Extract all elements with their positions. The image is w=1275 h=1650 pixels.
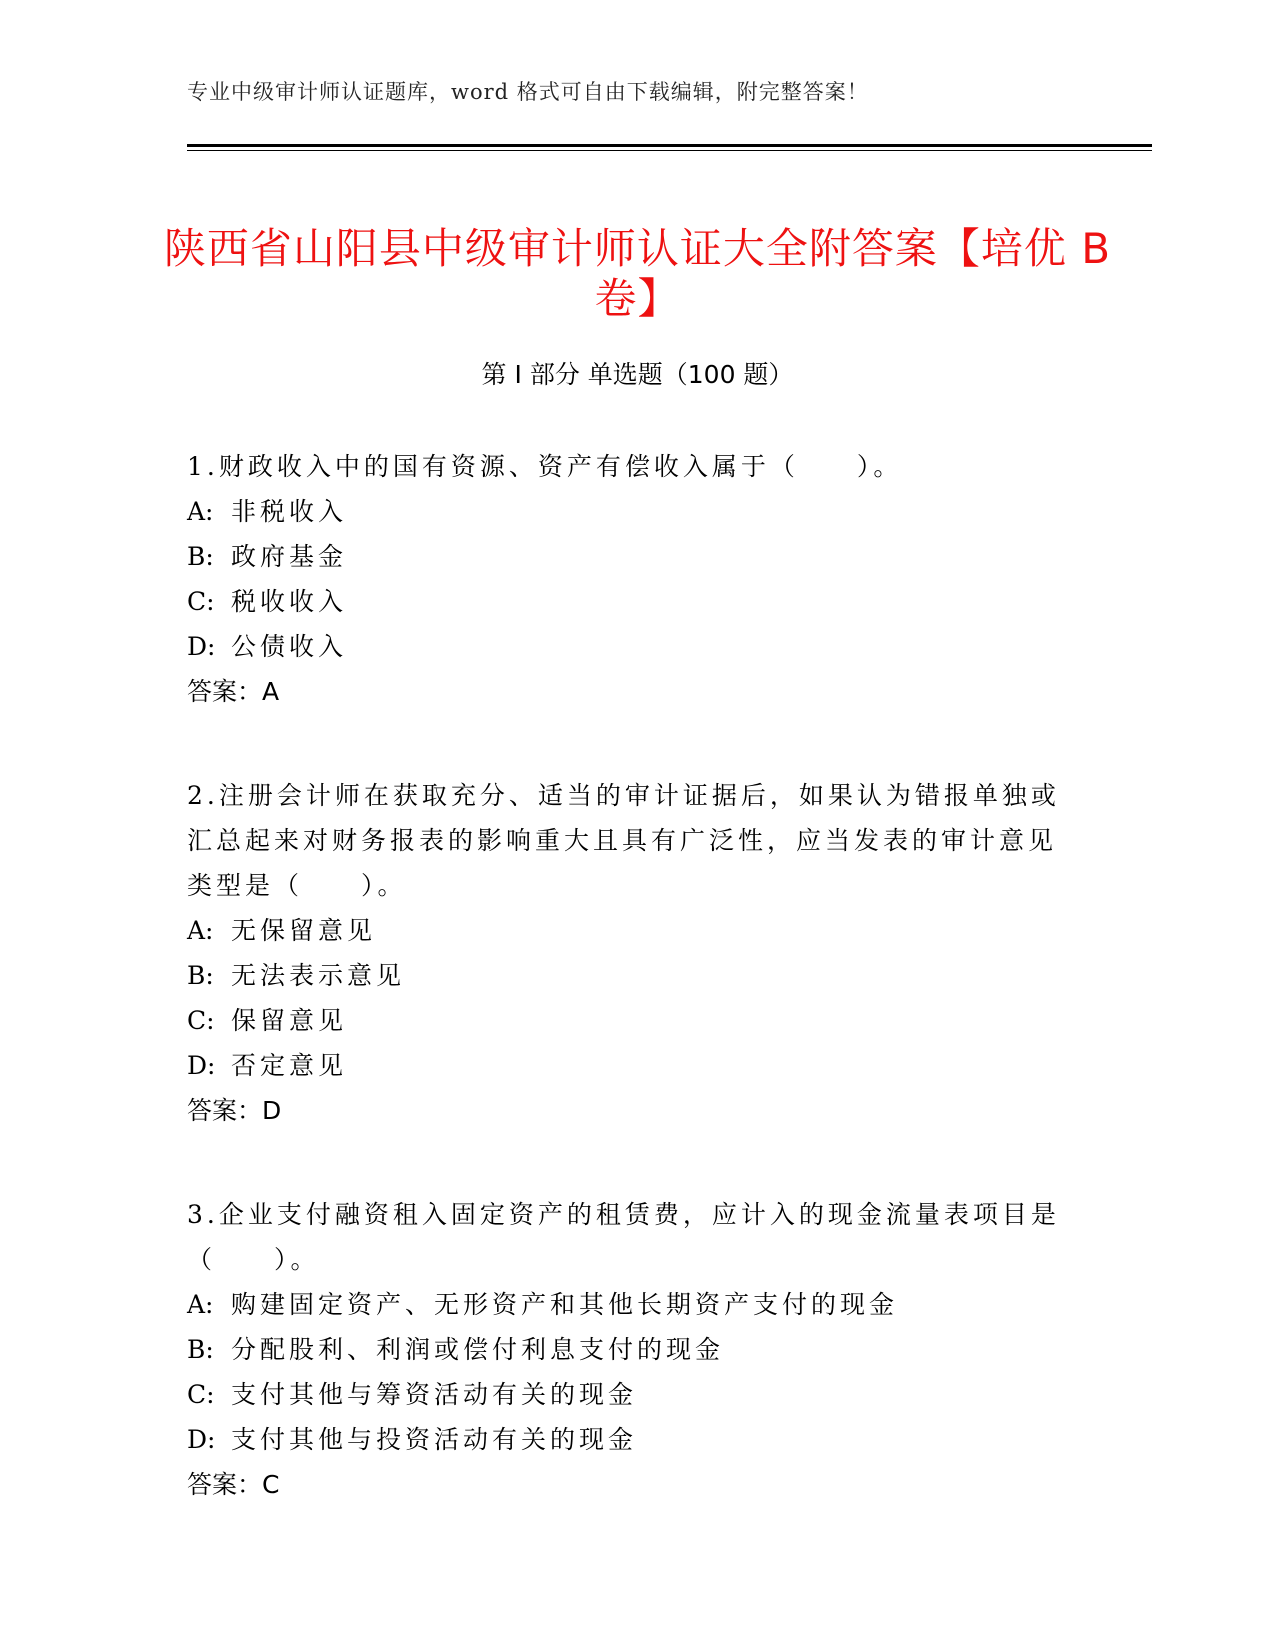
option-text: 否定意见 bbox=[231, 1051, 348, 1080]
answer: 答案：A bbox=[187, 677, 280, 706]
option-text: 保留意见 bbox=[231, 1006, 348, 1035]
option-key: D: bbox=[187, 1051, 216, 1080]
answer: 答案：D bbox=[187, 1096, 282, 1125]
option-b bbox=[187, 953, 1067, 998]
option-key: D: bbox=[187, 1425, 216, 1454]
option-d bbox=[187, 624, 1067, 669]
option-d bbox=[187, 1043, 1067, 1088]
option-b bbox=[187, 534, 1067, 579]
option-c bbox=[187, 998, 1067, 1043]
option-key: B: bbox=[187, 542, 214, 571]
question-3 bbox=[187, 1192, 1067, 1507]
header-divider-thick bbox=[187, 144, 1152, 147]
option-key: A: bbox=[187, 1290, 214, 1319]
option-d bbox=[187, 1417, 1067, 1462]
section-heading: 第 I 部分 单选题（100 题） bbox=[481, 360, 794, 389]
option-key: C: bbox=[187, 587, 215, 616]
option-a bbox=[187, 489, 1067, 534]
option-a bbox=[187, 1282, 1067, 1327]
question-stem: 1.财政收入中的国有资源、资产有偿收入属于（ ）。 bbox=[187, 452, 903, 481]
header-divider-thin bbox=[187, 150, 1152, 151]
option-key: C: bbox=[187, 1380, 215, 1409]
option-text: 非税收入 bbox=[231, 497, 348, 526]
document-title: 陕西省山阳县中级审计师认证大全附答案【培优 B 卷】 bbox=[163, 224, 1112, 324]
option-key: B: bbox=[187, 961, 214, 990]
option-key: D: bbox=[187, 632, 216, 661]
option-text: 支付其他与筹资活动有关的现金 bbox=[231, 1380, 638, 1409]
option-text: 政府基金 bbox=[231, 542, 348, 571]
option-text: 无保留意见 bbox=[231, 916, 377, 945]
option-text: 无法表示意见 bbox=[231, 961, 406, 990]
question-1 bbox=[187, 444, 1067, 714]
option-text: 支付其他与投资活动有关的现金 bbox=[231, 1425, 638, 1454]
question-stem: 3.企业支付融资租入固定资产的租赁费，应计入的现金流量表项目是（ ）。 bbox=[187, 1200, 1060, 1274]
option-key: A: bbox=[187, 916, 214, 945]
header-note: 专业中级审计师认证题库，word 格式可自由下载编辑，附完整答案！ bbox=[187, 80, 869, 104]
option-key: A: bbox=[187, 497, 214, 526]
option-text: 税收收入 bbox=[231, 587, 348, 616]
option-a bbox=[187, 908, 1067, 953]
option-key: B: bbox=[187, 1335, 214, 1364]
answer: 答案：C bbox=[187, 1470, 280, 1499]
option-b bbox=[187, 1327, 1067, 1372]
option-text: 分配股利、利润或偿付利息支付的现金 bbox=[231, 1335, 725, 1364]
question-list bbox=[187, 444, 1067, 1566]
option-text: 公债收入 bbox=[231, 632, 348, 661]
question-stem: 2.注册会计师在获取充分、适当的审计证据后，如果认为错报单独或汇总起来对财务报表的影响重大且具有广泛性，应当发表的审计意见类型是（ ）。 bbox=[187, 781, 1060, 900]
option-c bbox=[187, 579, 1067, 624]
option-c bbox=[187, 1372, 1067, 1417]
option-text: 购建固定资产、无形资产和其他长期资产支付的现金 bbox=[231, 1290, 899, 1319]
option-key: C: bbox=[187, 1006, 215, 1035]
question-2 bbox=[187, 773, 1067, 1133]
